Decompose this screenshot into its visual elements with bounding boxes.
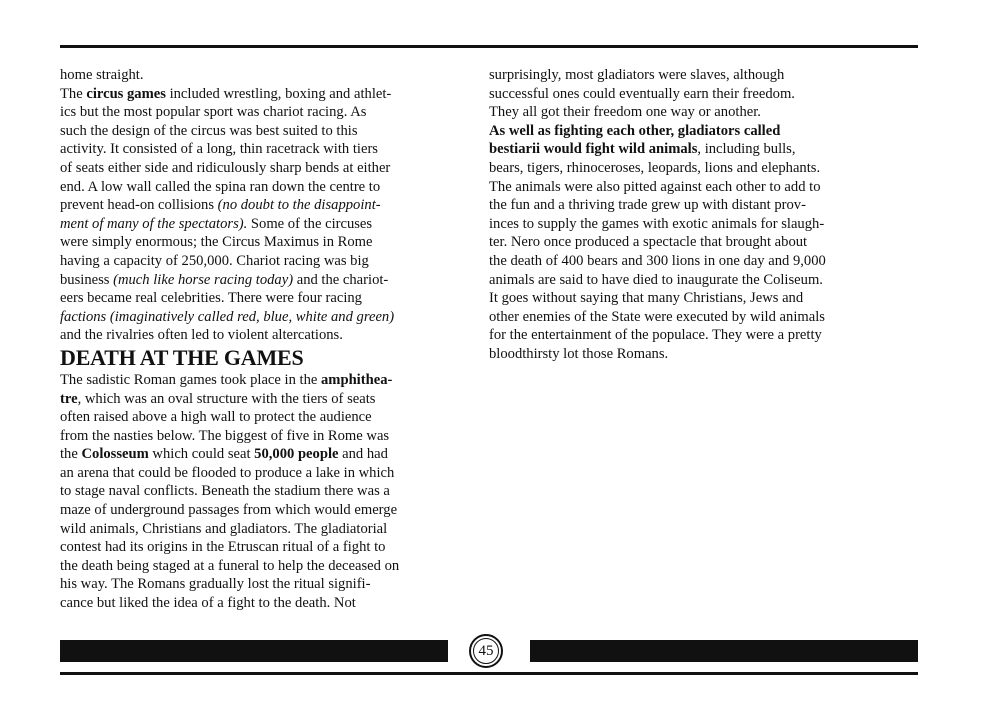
text-line: to stage naval conflicts. Beneath the stadium there was a [60, 483, 390, 500]
text-line: animals are said to have died to inaugurate the Coliseum. [489, 271, 823, 288]
text-line: the death of 400 bears and 300 lions in one day and 9,000 [489, 252, 826, 269]
text-line: The circus games included wrestling, boxing and athlet- [60, 85, 392, 102]
text-line: activity. It consisted of a long, thin racetrack with tiers [60, 141, 378, 158]
text-line: were simply enormous; the Circus Maximus in Rome [60, 234, 373, 251]
top-rule [60, 45, 918, 48]
text-line: eers became real celebrities. There were four racing [60, 290, 362, 307]
text-line: The sadistic Roman games took place in the amphithea- [60, 371, 393, 388]
greek-key-meander-icon [530, 640, 918, 662]
text-line: ter. Nero once produced a spectacle that brought about [489, 234, 808, 251]
text-line: his way. The Romans gradually lost the ritual signifi- [60, 576, 371, 593]
text-line: the Colosseum which could seat 50,000 people and had [60, 446, 388, 463]
text-line: tre, which was an oval structure with the tiers of seats [60, 390, 376, 407]
text-line: cance but liked the idea of a fight to the death. Not [60, 595, 356, 612]
text-line: inces to supply the games with exotic animals for slaugh- [489, 215, 825, 232]
text-line: The animals were also pitted against each other to add to [489, 178, 821, 195]
left-column [60, 66, 460, 613]
text-line: surprisingly, most gladiators were slaves, although [489, 67, 785, 83]
text-line: successful ones could eventually earn their freedom. [489, 85, 795, 102]
text-line: prevent head-on collisions (no doubt to the disappoint- [60, 197, 381, 214]
text-line: wild animals, Christians and gladiators. The gladiatorial [60, 520, 388, 537]
text-line: of seats either side and ridiculously sharp bends at either [60, 159, 391, 176]
text-line: an arena that could be flooded to produce a lake in which [60, 464, 395, 481]
text-line: from the nasties below. The biggest of five in Rome was [60, 427, 390, 444]
text-line: factions (imaginatively called red, blue, white and green) [60, 308, 395, 325]
text-line: business (much like horse racing today) and the chariot- [60, 271, 389, 288]
text-line: for the entertainment of the populace. They were a pretty [489, 327, 822, 344]
page-footer [60, 634, 918, 668]
text-line: such the design of the circus was best suited to this [60, 122, 358, 139]
text-line: other enemies of the State were executed by wild animals [489, 308, 825, 325]
greek-key-meander-icon [60, 640, 448, 662]
section-heading: DEATH AT THE GAMES [60, 344, 304, 370]
text-line: the fun and a thriving trade grew up with distant prov- [489, 197, 806, 214]
text-line: They all got their freedom one way or another. [489, 104, 761, 121]
text-line: the death being staged at a funeral to help the deceased on [60, 557, 400, 574]
text-line: ment of many of the spectators). Some of the circuses [60, 215, 373, 232]
greek-key-meander-icon [533, 643, 915, 659]
text-line: bestiarii would fight wild animals, including bulls, [489, 141, 796, 158]
text-line: home straight. [60, 67, 144, 83]
text-line: ics but the most popular sport was chariot racing. As [60, 104, 367, 121]
text-line: bloodthirsty lot those Romans. [489, 345, 669, 362]
text-line: maze of underground passages from which would emerge [60, 502, 398, 519]
text-line: having a capacity of 250,000. Chariot racing was big [60, 252, 369, 269]
greek-key-meander-icon [63, 643, 445, 659]
page-number: 45 [469, 634, 503, 668]
text-line: As well as fighting each other, gladiators called [489, 122, 781, 139]
bottom-rule [60, 672, 918, 675]
text-line: end. A low wall called the spina ran down the centre to [60, 178, 381, 195]
text-line: and the rivalries often led to violent altercations. [60, 327, 343, 344]
text-line: contest had its origins in the Etruscan ritual of a fight to [60, 539, 386, 556]
right-column [489, 66, 899, 364]
text-line: It goes without saying that many Christians, Jews and [489, 290, 804, 307]
text-line: bears, tigers, rhinoceroses, leopards, lions and elephants. [489, 159, 821, 176]
text-line: often raised above a high wall to protect the audience [60, 409, 372, 426]
